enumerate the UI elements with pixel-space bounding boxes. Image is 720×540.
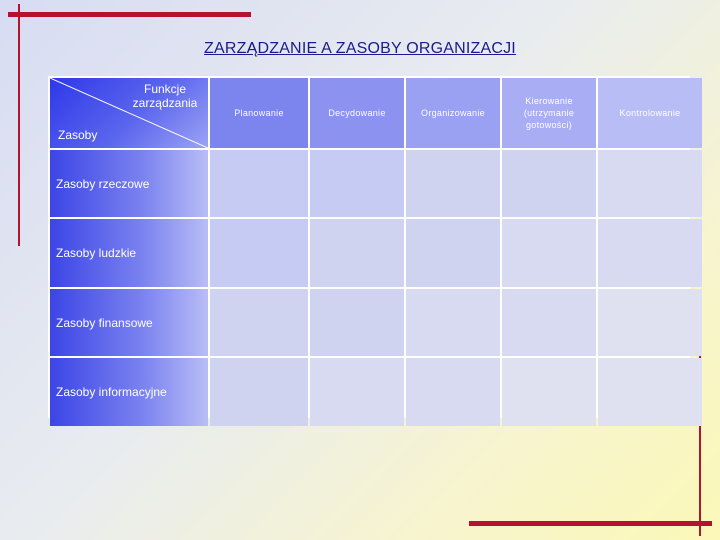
slide-title: ZARZĄDZANIE A ZASOBY ORGANIZACJI — [204, 40, 516, 57]
row-header-information: Zasoby informacyjne — [50, 358, 208, 426]
matrix-cell — [502, 219, 596, 287]
column-header-deciding: Decydowanie — [310, 78, 404, 148]
column-header-controlling: Kontrolowanie — [598, 78, 702, 148]
column-header-leading: Kierowanie (utrzymanie gotowości) — [502, 78, 596, 148]
matrix-cell — [598, 289, 702, 356]
functions-label: Funkcje zarządzania — [132, 82, 198, 110]
matrix-cell — [598, 219, 702, 287]
matrix-cell — [598, 358, 702, 426]
matrix-cell — [502, 289, 596, 356]
bottom-accent-bar — [469, 521, 712, 526]
matrix-cell — [310, 219, 404, 287]
corner-header — [50, 78, 208, 148]
matrix-cell — [210, 289, 308, 356]
matrix-cell — [210, 219, 308, 287]
matrix-cell — [406, 358, 500, 426]
column-header-planning: Planowanie — [210, 78, 308, 148]
matrix-cell — [310, 358, 404, 426]
row-header-material: Zasoby rzeczowe — [50, 150, 208, 217]
matrix-cell — [406, 150, 500, 217]
matrix-cell — [502, 358, 596, 426]
matrix-cell — [210, 150, 308, 217]
row-header-financial: Zasoby finansowe — [50, 289, 208, 356]
management-resources-matrix — [48, 76, 690, 418]
top-accent-bar — [8, 12, 251, 17]
column-header-organizing: Organizowanie — [406, 78, 500, 148]
row-header-human: Zasoby ludzkie — [50, 219, 208, 287]
resources-label: Zasoby — [58, 128, 98, 142]
matrix-cell — [210, 358, 308, 426]
matrix-cell — [310, 150, 404, 217]
matrix-cell — [502, 150, 596, 217]
matrix-cell — [598, 150, 702, 217]
matrix-cell — [406, 289, 500, 356]
matrix-cell — [310, 289, 404, 356]
matrix-cell — [406, 219, 500, 287]
